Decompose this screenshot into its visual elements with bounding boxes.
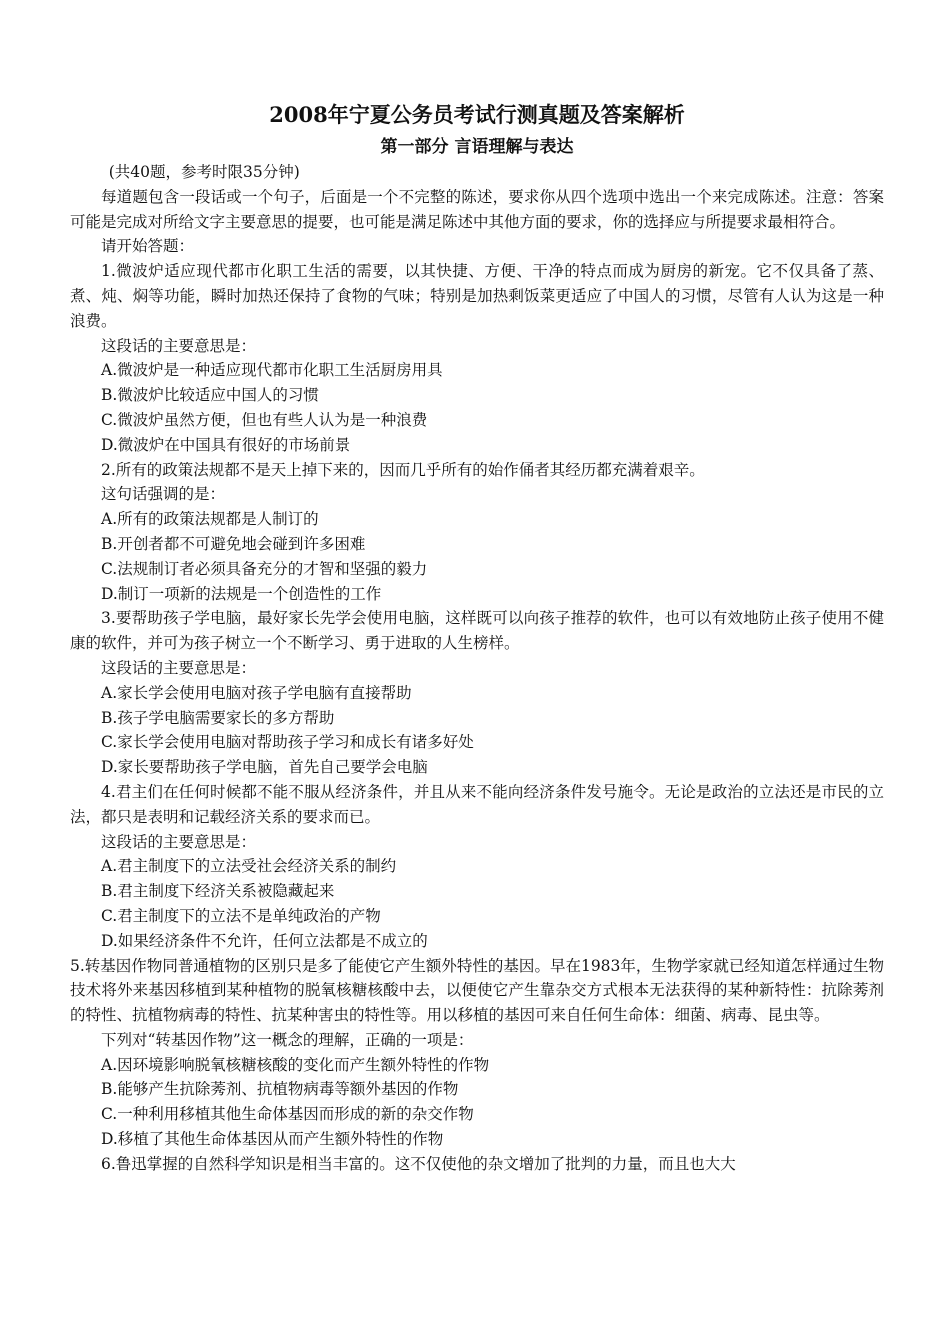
question-1-text: 1.微波炉适应现代都市化职工生活的需要，以其快捷、方便、干净的特点而成为厨房的新宠。它不仅具备了蒸、煮、炖、焖等功能，瞬时加热还保持了食物的气味；特别是加热剩饭菜更适应了中国人的习惯，尽管有人认为这是一种浪费。 xyxy=(70,262,884,330)
question-5-option-a: A.因环境影响脱氧核糖核酸的变化而产生额外特性的作物 xyxy=(101,1055,490,1074)
question-4-option-d: D.如果经济条件不允许，任何立法都是不成立的 xyxy=(101,931,428,950)
question-1-option-b: B.微波炉比较适应中国人的习惯 xyxy=(101,386,319,405)
question-3-option-b: B.孩子学电脑需要家长的多方帮助 xyxy=(101,708,335,727)
question-4-prompt: 这段话的主要意思是： xyxy=(101,832,257,851)
question-4-option-c: C.君主制度下的立法不是单纯政治的产物 xyxy=(101,906,381,925)
instructions: 每道题包含一段话或一个句子，后面是一个不完整的陈述，要求你从四个选项中选出一个来完成陈述。注意：答案可能是完成对所给文字主要意思的提要，也可能是满足陈述中其他方面的要求，你的选择应与所提要求最相符合。 xyxy=(70,187,884,231)
question-2-option-a: A.所有的政策法规都是人制订的 xyxy=(101,510,319,529)
question-2-option-c: C.法规制订者必须具备充分的才智和坚强的毅力 xyxy=(101,559,428,578)
start-prompt: 请开始答题： xyxy=(101,237,195,256)
question-2-text: 2.所有的政策法规都不是天上掉下来的，因而几乎所有的始作俑者其经历都充满着艰辛。 xyxy=(101,460,705,479)
question-4-text: 4.君主们在任何时候都不能不服从经济条件，并且从来不能向经济条件发号施令。无论是政治的立法还是市民的立法，都只是表明和记载经济关系的要求而已。 xyxy=(70,782,884,826)
document-title: 2008年宁夏公务员考试行测真题及答案解析 xyxy=(269,102,685,127)
question-3-text: 3.要帮助孩子学电脑，最好家长先学会使用电脑，这样既可以向孩子推荐的软件，也可以有效地防止孩子使用不健康的软件，并可为孩子树立一个不断学习、勇于进取的人生榜样。 xyxy=(70,609,884,653)
question-5-option-d: D.移植了其他生命体基因从而产生额外特性的作物 xyxy=(101,1130,444,1149)
question-5-text: 5.转基因作物同普通植物的区别只是多了能使它产生额外特性的基因。早在1983年，生物学家就已经知道怎样通过生物技术将外来基因移植到某种植物的脱氧核糖核酸中去，以便使它产生靠杂交方式根本无法获得的某种新特性：抗除莠剂的特性、抗植物病毒的特性、抗某种害虫的特性等。用以移植的基因可来自任何生命体：细菌、病毒、昆虫等。 xyxy=(70,956,884,1025)
question-1-option-d: D.微波炉在中国具有很好的市场前景 xyxy=(101,435,351,454)
question-3-option-a: A.家长学会使用电脑对孩子学电脑有直接帮助 xyxy=(101,683,412,702)
section-heading: 第一部分 言语理解与表达 xyxy=(380,137,574,157)
question-4-option-b: B.君主制度下经济关系被隐藏起来 xyxy=(101,882,335,901)
question-6-text: 6.鲁迅掌握的自然科学知识是相当丰富的。这不仅使他的杂文增加了批判的力量，而且也大大 xyxy=(101,1154,736,1173)
question-2-prompt: 这句话强调的是： xyxy=(101,485,226,504)
question-2-option-d: D.制订一项新的法规是一个创造性的工作 xyxy=(101,584,382,603)
time-limit-note: (共40题，参考时限35分钟) xyxy=(108,163,300,181)
question-5-prompt: 下列对“转基因作物”这一概念的理解，正确的一项是： xyxy=(101,1030,474,1049)
question-3-prompt: 这段话的主要意思是： xyxy=(101,658,257,677)
question-5-option-b: B.能够产生抗除莠剂、抗植物病毒等额外基因的作物 xyxy=(101,1080,459,1099)
question-3-option-d: D.家长要帮助孩子学电脑，首先自己要学会电脑 xyxy=(101,758,428,777)
question-2-option-b: B.开创者都不可避免地会碰到许多困难 xyxy=(101,534,366,553)
question-4-option-a: A.君主制度下的立法受社会经济关系的制约 xyxy=(101,857,397,876)
question-5-option-c: C.一种利用移植其他生命体基因而形成的新的杂交作物 xyxy=(101,1105,474,1124)
question-1-option-c: C.微波炉虽然方便，但也有些人认为是一种浪费 xyxy=(101,410,428,429)
question-1-option-a: A.微波炉是一种适应现代都市化职工生活厨房用具 xyxy=(101,361,443,380)
question-1-prompt: 这段话的主要意思是： xyxy=(101,336,257,355)
question-3-option-c: C.家长学会使用电脑对帮助孩子学习和成长有诸多好处 xyxy=(101,733,474,752)
